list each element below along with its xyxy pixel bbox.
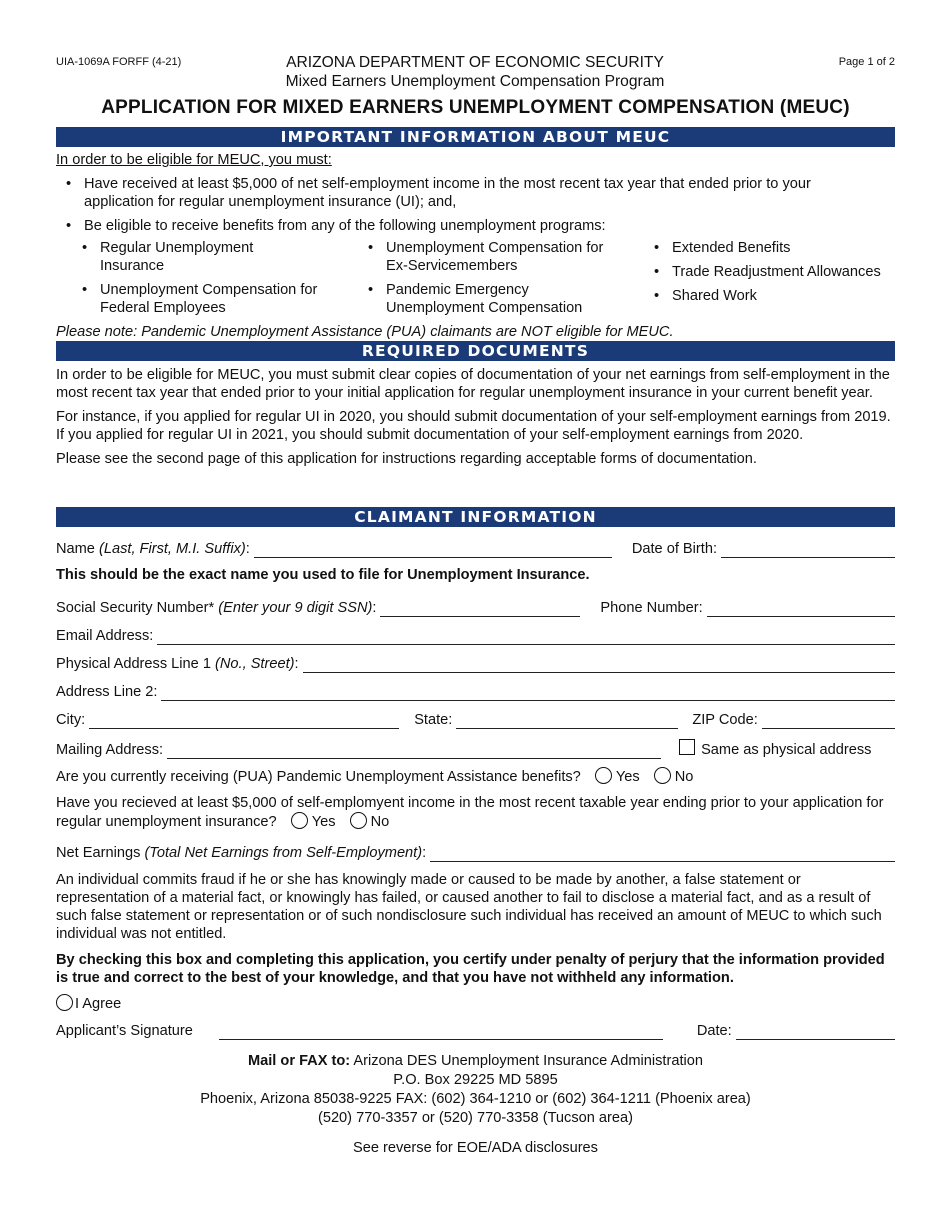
- city-field[interactable]: [89, 714, 399, 729]
- agency-header: [0, 53, 950, 91]
- pua-question: Are you currently receiving (PUA) Pandemic Unemployment Assistance benefits?: [56, 769, 581, 785]
- phoenix-line: Phoenix, Arizona 85038-9225 FAX: (602) 364-1210 or (602) 364-1211 (Phoenix area): [200, 1091, 751, 1107]
- mailing-field[interactable]: [167, 744, 661, 759]
- pua-note: Please note: Pandemic Unemployment Assistance (PUA) claimants are NOT eligible for MEUC.: [56, 324, 674, 340]
- same-address-checkbox[interactable]: [679, 739, 695, 755]
- name-note: This should be the exact name you used to file for Unemployment Insurance.: [56, 567, 590, 583]
- income-question-row: [56, 794, 895, 831]
- required-docs-section: [56, 366, 895, 468]
- program-item: • Trade Readjustment Allowances: [672, 263, 881, 281]
- dob-label: Date of Birth:: [631, 541, 717, 557]
- city-row: [56, 711, 895, 729]
- program-item: • Regular Unemployment Insurance: [100, 239, 270, 275]
- agree-option[interactable]: [56, 994, 895, 1013]
- form-title: APPLICATION FOR MIXED EARNERS UNEMPLOYMENT COMPENSATION (MEUC): [101, 97, 850, 118]
- pua-yes-radio[interactable]: [595, 767, 612, 784]
- email-row: [56, 627, 895, 645]
- program-item: • Unemployment Compensation for Ex-Servicemembers: [386, 239, 606, 275]
- zip-label: ZIP Code:: [692, 712, 758, 728]
- program-column-1: [84, 239, 370, 323]
- mail-fax-line: Mail or FAX to: Arizona DES Unemployment Insurance Administration: [247, 1053, 703, 1069]
- program-item: • Shared Work: [672, 287, 881, 305]
- address1-field[interactable]: [303, 658, 895, 673]
- eligibility-programs: [84, 217, 895, 323]
- net-earnings-row: [56, 844, 895, 862]
- form-number: UIA-1069A FORFF (4-21): [56, 56, 182, 68]
- page-number: Page 1 of 2: [838, 56, 895, 68]
- signature-label: Applicant’s Signature: [56, 1023, 193, 1039]
- signature-row: [56, 1022, 895, 1040]
- eligibility-income: • Have received at least $5,000 of net self-employment income in the most recent tax year that ended prior to your application for regular unemployment insurance (UI); and,: [84, 175, 895, 211]
- same-address-text: Same as physical address: [701, 742, 872, 758]
- phone-label: Phone Number:: [600, 600, 703, 616]
- mailing-label: Mailing Address:: [56, 742, 164, 758]
- fraud-notice: An individual commits fraud if he or she has knowingly made or caused to be made by another, a false statement or representation of a material fact, or knowingly has failed, or caused another to fail to disclose a material fact, and as a result of such false statement or representation or of such nondisclosure such individual has received an amount of MEUC to which such individual was not entitled.: [56, 872, 882, 942]
- zip-field[interactable]: [762, 714, 895, 729]
- pua-no-option[interactable]: No: [644, 769, 694, 785]
- program-column-3: [656, 239, 881, 323]
- city-label: City:: [56, 712, 86, 728]
- dob-field[interactable]: [721, 543, 895, 558]
- income-yes-option[interactable]: Yes: [281, 814, 336, 830]
- required-docs-p3: Please see the second page of this application for instructions regarding acceptable forms of documentation.: [56, 451, 757, 467]
- same-address-option[interactable]: [679, 739, 871, 759]
- po-box-line: P.O. Box 29225 MD 5895: [393, 1072, 558, 1088]
- program-columns: [84, 239, 895, 323]
- eligibility-intro: In order to be eligible for MEUC, you must:: [56, 152, 332, 168]
- reverse-note: See reverse for EOE/ADA disclosures: [353, 1140, 598, 1156]
- address2-label: Address Line 2:: [56, 684, 158, 700]
- important-info-section: [56, 151, 895, 341]
- agree-radio[interactable]: [56, 994, 73, 1011]
- ssn-field[interactable]: [380, 602, 580, 617]
- program-item: • Pandemic Emergency Unemployment Compensation: [386, 281, 606, 317]
- required-docs-p1: In order to be eligible for MEUC, you must submit clear copies of documentation of your net earnings from self-employment in the most recent tax year that ended prior to your initial application for regular unemployment insurance in your current benefit year.: [56, 367, 890, 401]
- address1-label: Physical Address Line 1 (No., Street):: [56, 656, 299, 672]
- signature-field[interactable]: [219, 1025, 663, 1040]
- program-name: Mixed Earners Unemployment Compensation Program: [285, 73, 665, 90]
- required-docs-heading: REQUIRED DOCUMENTS: [56, 341, 895, 361]
- phone-field[interactable]: [707, 602, 895, 617]
- address2-field[interactable]: [161, 686, 895, 701]
- tucson-line: (520) 770-3357 or (520) 770-3358 (Tucson area): [317, 1110, 634, 1126]
- name-label: Name (Last, First, M.I. Suffix):: [56, 541, 250, 557]
- state-label: State:: [414, 712, 453, 728]
- address2-row: [56, 683, 895, 701]
- net-earnings-label: Net Earnings (Total Net Earnings from Self-Employment):: [56, 845, 427, 861]
- state-field[interactable]: [456, 714, 678, 729]
- agency-name: ARIZONA DEPARTMENT OF ECONOMIC SECURITY: [286, 54, 664, 71]
- ssn-row: [56, 599, 895, 617]
- mailing-row: [56, 739, 895, 759]
- mailing-instructions: [56, 1052, 895, 1128]
- ssn-label: Social Security Number* (Enter your 9 digit SSN):: [56, 600, 377, 616]
- program-item: • Extended Benefits: [672, 239, 881, 257]
- required-docs-p2: For instance, if you applied for regular UI in 2020, you should submit documentation of your self-employment earnings from 2019. If you applied for regular UI in 2021, you should submit documentation of your self-employment earnings from 2020.: [56, 409, 891, 443]
- income-no-radio[interactable]: [350, 812, 367, 829]
- agree-text: I Agree: [75, 996, 122, 1012]
- program-item: • Unemployment Compensation for Federal Employees: [100, 281, 320, 317]
- income-question: Have you recieved at least $5,000 of self-emplomyent income in the most recent taxable year ending prior to your application for regular unemployment insurance?: [56, 795, 884, 830]
- important-info-heading: IMPORTANT INFORMATION ABOUT MEUC: [56, 127, 895, 147]
- date-label: Date:: [696, 1023, 732, 1039]
- address1-row: [56, 655, 895, 673]
- income-no-option[interactable]: No: [340, 814, 390, 830]
- pua-question-row: [56, 767, 895, 786]
- email-label: Email Address:: [56, 628, 154, 644]
- certification-text: By checking this box and completing this application, you certify under penalty of perjury that the information provided is true and correct to the best of your knowledge, and that you have not withheld any information.: [56, 952, 885, 986]
- eligibility-programs-text: Be eligible to receive benefits from any of the following unemployment programs:: [84, 218, 606, 234]
- net-earnings-field[interactable]: [430, 847, 895, 862]
- pua-no-radio[interactable]: [654, 767, 671, 784]
- email-field[interactable]: [157, 630, 895, 645]
- pua-yes-option[interactable]: Yes: [585, 769, 640, 785]
- eligibility-list: [56, 175, 895, 323]
- name-row: [56, 540, 895, 558]
- date-field[interactable]: [736, 1025, 895, 1040]
- claimant-info-heading: CLAIMANT INFORMATION: [56, 507, 895, 527]
- income-yes-radio[interactable]: [291, 812, 308, 829]
- program-column-2: [370, 239, 656, 323]
- name-field[interactable]: [254, 543, 612, 558]
